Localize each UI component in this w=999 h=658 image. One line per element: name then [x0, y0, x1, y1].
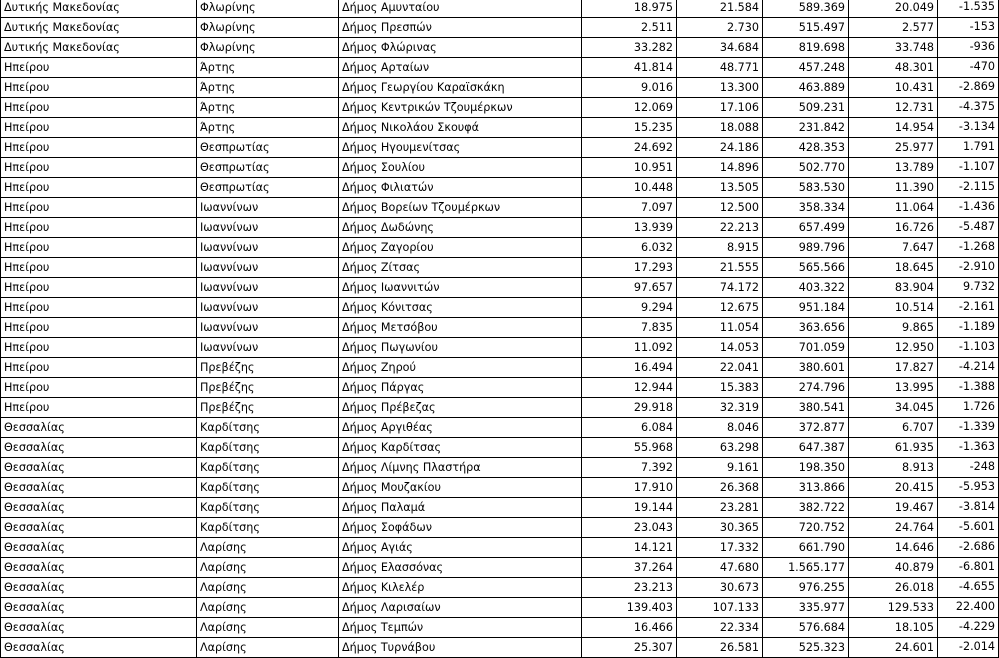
- value-2-cell: 22.334: [677, 618, 763, 638]
- difference-cell: -6.801: [938, 558, 999, 578]
- value-3-cell: 372.877: [763, 418, 849, 438]
- value-1-cell: 25.307: [582, 638, 677, 658]
- value-2-cell: 23.281: [677, 498, 763, 518]
- table-row: [1, 378, 999, 398]
- value-1-cell: 55.968: [582, 438, 677, 458]
- municipality-cell: Δήμος Φλώρινας: [339, 38, 582, 58]
- region-cell: Θεσσαλίας: [1, 598, 197, 618]
- difference-cell: -1.535: [938, 0, 999, 18]
- difference-cell: -2.869: [938, 78, 999, 98]
- value-4-cell: 19.467: [849, 498, 938, 518]
- value-1-cell: 10.951: [582, 158, 677, 178]
- value-1-cell: 17.293: [582, 258, 677, 278]
- value-3-cell: 380.541: [763, 398, 849, 418]
- value-1-cell: 29.918: [582, 398, 677, 418]
- table-row: [1, 158, 999, 178]
- value-2-cell: 17.106: [677, 98, 763, 118]
- value-2-cell: 8.915: [677, 238, 763, 258]
- value-3-cell: 951.184: [763, 298, 849, 318]
- value-3-cell: 720.752: [763, 518, 849, 538]
- value-4-cell: 48.301: [849, 58, 938, 78]
- difference-cell: -1.388: [938, 378, 999, 398]
- difference-cell: -1.103: [938, 338, 999, 358]
- value-2-cell: 13.505: [677, 178, 763, 198]
- prefecture-cell: Ιωαννίνων: [197, 238, 339, 258]
- table-row: [1, 78, 999, 98]
- table-row: [1, 618, 999, 638]
- region-cell: Θεσσαλίας: [1, 498, 197, 518]
- municipality-cell: Δήμος Βορείων Τζουμέρκων: [339, 198, 582, 218]
- value-2-cell: 34.684: [677, 38, 763, 58]
- prefecture-cell: Φλωρίνης: [197, 18, 339, 38]
- value-3-cell: 457.248: [763, 58, 849, 78]
- table-row: [1, 438, 999, 458]
- difference-cell: -2.161: [938, 298, 999, 318]
- value-1-cell: 139.403: [582, 598, 677, 618]
- value-4-cell: 10.514: [849, 298, 938, 318]
- difference-cell: -1.339: [938, 418, 999, 438]
- value-1-cell: 11.092: [582, 338, 677, 358]
- difference-cell: 22.400: [938, 598, 999, 618]
- prefecture-cell: Λαρίσης: [197, 538, 339, 558]
- value-2-cell: 18.088: [677, 118, 763, 138]
- region-cell: Δυτικής Μακεδονίας: [1, 18, 197, 38]
- difference-cell: -248: [938, 458, 999, 478]
- municipality-cell: Δήμος Πρέβεζας: [339, 398, 582, 418]
- value-2-cell: 12.500: [677, 198, 763, 218]
- prefecture-cell: Άρτης: [197, 78, 339, 98]
- value-1-cell: 23.043: [582, 518, 677, 538]
- value-4-cell: 20.049: [849, 0, 938, 18]
- value-4-cell: 7.647: [849, 238, 938, 258]
- value-3-cell: 976.255: [763, 578, 849, 598]
- value-2-cell: 22.041: [677, 358, 763, 378]
- value-1-cell: 97.657: [582, 278, 677, 298]
- value-2-cell: 14.896: [677, 158, 763, 178]
- difference-cell: -3.134: [938, 118, 999, 138]
- value-4-cell: 14.954: [849, 118, 938, 138]
- value-1-cell: 37.264: [582, 558, 677, 578]
- municipality-cell: Δήμος Ιωαννιτών: [339, 278, 582, 298]
- value-1-cell: 23.213: [582, 578, 677, 598]
- value-1-cell: 7.835: [582, 318, 677, 338]
- value-3-cell: 576.684: [763, 618, 849, 638]
- region-cell: Ηπείρου: [1, 358, 197, 378]
- prefecture-cell: Καρδίτσης: [197, 478, 339, 498]
- value-3-cell: 274.796: [763, 378, 849, 398]
- value-4-cell: 33.748: [849, 38, 938, 58]
- municipality-cell: Δήμος Ελασσόνας: [339, 558, 582, 578]
- value-4-cell: 11.390: [849, 178, 938, 198]
- value-4-cell: 13.789: [849, 158, 938, 178]
- value-3-cell: 463.889: [763, 78, 849, 98]
- prefecture-cell: Καρδίτσης: [197, 418, 339, 438]
- municipality-cell: Δήμος Κόνιτσας: [339, 298, 582, 318]
- region-cell: Θεσσαλίας: [1, 458, 197, 478]
- value-4-cell: 11.064: [849, 198, 938, 218]
- value-2-cell: 63.298: [677, 438, 763, 458]
- table-row: [1, 258, 999, 278]
- value-2-cell: 21.584: [677, 0, 763, 18]
- region-cell: Ηπείρου: [1, 78, 197, 98]
- value-3-cell: 428.353: [763, 138, 849, 158]
- prefecture-cell: Ιωαννίνων: [197, 298, 339, 318]
- value-4-cell: 9.865: [849, 318, 938, 338]
- value-4-cell: 20.415: [849, 478, 938, 498]
- difference-cell: -2.115: [938, 178, 999, 198]
- region-cell: Ηπείρου: [1, 98, 197, 118]
- value-2-cell: 47.680: [677, 558, 763, 578]
- difference-cell: -3.814: [938, 498, 999, 518]
- table-row: [1, 638, 999, 658]
- table-row: [1, 458, 999, 478]
- value-3-cell: 701.059: [763, 338, 849, 358]
- value-4-cell: 14.646: [849, 538, 938, 558]
- region-cell: Ηπείρου: [1, 298, 197, 318]
- region-cell: Θεσσαλίας: [1, 618, 197, 638]
- municipality-cell: Δήμος Τυρνάβου: [339, 638, 582, 658]
- value-3-cell: 589.369: [763, 0, 849, 18]
- difference-cell: -1.268: [938, 238, 999, 258]
- difference-cell: -2.014: [938, 638, 999, 658]
- value-2-cell: 9.161: [677, 458, 763, 478]
- prefecture-cell: Φλωρίνης: [197, 38, 339, 58]
- table-row: [1, 598, 999, 618]
- value-3-cell: 657.499: [763, 218, 849, 238]
- municipality-cell: Δήμος Σοφάδων: [339, 518, 582, 538]
- value-3-cell: 231.842: [763, 118, 849, 138]
- municipality-cell: Δήμος Παλαμά: [339, 498, 582, 518]
- difference-cell: -2.910: [938, 258, 999, 278]
- difference-cell: -1.107: [938, 158, 999, 178]
- value-1-cell: 17.910: [582, 478, 677, 498]
- difference-cell: -4.214: [938, 358, 999, 378]
- value-2-cell: 32.319: [677, 398, 763, 418]
- municipality-cell: Δήμος Ζίτσας: [339, 258, 582, 278]
- value-2-cell: 107.133: [677, 598, 763, 618]
- table-row: [1, 218, 999, 238]
- region-cell: Θεσσαλίας: [1, 538, 197, 558]
- value-3-cell: 989.796: [763, 238, 849, 258]
- table-row: [1, 138, 999, 158]
- municipality-cell: Δήμος Σουλίου: [339, 158, 582, 178]
- table-row: [1, 318, 999, 338]
- value-1-cell: 15.235: [582, 118, 677, 138]
- table-row: [1, 118, 999, 138]
- prefecture-cell: Λαρίσης: [197, 598, 339, 618]
- value-4-cell: 12.950: [849, 338, 938, 358]
- value-2-cell: 48.771: [677, 58, 763, 78]
- prefecture-cell: Θεσπρωτίας: [197, 178, 339, 198]
- municipality-cell: Δήμος Μετσόβου: [339, 318, 582, 338]
- municipality-cell: Δήμος Ζαγορίου: [339, 238, 582, 258]
- municipality-cell: Δήμος Ηγουμενίτσας: [339, 138, 582, 158]
- value-4-cell: 34.045: [849, 398, 938, 418]
- table-row: [1, 238, 999, 258]
- table-row: [1, 418, 999, 438]
- value-2-cell: 8.046: [677, 418, 763, 438]
- value-1-cell: 12.944: [582, 378, 677, 398]
- value-2-cell: 21.555: [677, 258, 763, 278]
- value-3-cell: 358.334: [763, 198, 849, 218]
- prefecture-cell: Ιωαννίνων: [197, 258, 339, 278]
- value-4-cell: 12.731: [849, 98, 938, 118]
- value-1-cell: 18.975: [582, 0, 677, 18]
- municipality-cell: Δήμος Δωδώνης: [339, 218, 582, 238]
- region-cell: Ηπείρου: [1, 238, 197, 258]
- value-4-cell: 16.726: [849, 218, 938, 238]
- difference-cell: -936: [938, 38, 999, 58]
- prefecture-cell: Πρεβέζης: [197, 378, 339, 398]
- table-row: [1, 498, 999, 518]
- value-2-cell: 74.172: [677, 278, 763, 298]
- value-3-cell: 382.722: [763, 498, 849, 518]
- prefecture-cell: Ιωαννίνων: [197, 218, 339, 238]
- difference-cell: -1.436: [938, 198, 999, 218]
- value-2-cell: 26.581: [677, 638, 763, 658]
- region-cell: Ηπείρου: [1, 138, 197, 158]
- value-3-cell: 363.656: [763, 318, 849, 338]
- region-cell: Ηπείρου: [1, 118, 197, 138]
- difference-cell: 9.732: [938, 278, 999, 298]
- value-4-cell: 129.533: [849, 598, 938, 618]
- municipality-cell: Δήμος Λαρισαίων: [339, 598, 582, 618]
- difference-cell: 1.726: [938, 398, 999, 418]
- value-1-cell: 6.032: [582, 238, 677, 258]
- value-4-cell: 13.995: [849, 378, 938, 398]
- table-row: [1, 478, 999, 498]
- municipality-cell: Δήμος Αγιάς: [339, 538, 582, 558]
- value-1-cell: 16.494: [582, 358, 677, 378]
- table-row: [1, 558, 999, 578]
- region-cell: Ηπείρου: [1, 378, 197, 398]
- prefecture-cell: Λαρίσης: [197, 638, 339, 658]
- value-1-cell: 19.144: [582, 498, 677, 518]
- difference-cell: -153: [938, 18, 999, 38]
- difference-cell: -5.953: [938, 478, 999, 498]
- value-4-cell: 24.764: [849, 518, 938, 538]
- prefecture-cell: Καρδίτσης: [197, 438, 339, 458]
- value-2-cell: 14.053: [677, 338, 763, 358]
- region-cell: Θεσσαλίας: [1, 518, 197, 538]
- prefecture-cell: Θεσπρωτίας: [197, 158, 339, 178]
- difference-cell: -2.686: [938, 538, 999, 558]
- value-3-cell: 313.866: [763, 478, 849, 498]
- prefecture-cell: Άρτης: [197, 58, 339, 78]
- value-4-cell: 8.913: [849, 458, 938, 478]
- value-3-cell: 509.231: [763, 98, 849, 118]
- municipality-cell: Δήμος Λίμνης Πλαστήρα: [339, 458, 582, 478]
- value-3-cell: 502.770: [763, 158, 849, 178]
- value-4-cell: 26.018: [849, 578, 938, 598]
- table-row: [1, 198, 999, 218]
- value-3-cell: 335.977: [763, 598, 849, 618]
- region-cell: Ηπείρου: [1, 318, 197, 338]
- municipality-cell: Δήμος Πωγωνίου: [339, 338, 582, 358]
- table-row: [1, 278, 999, 298]
- value-3-cell: 380.601: [763, 358, 849, 378]
- region-cell: Ηπείρου: [1, 398, 197, 418]
- value-2-cell: 13.300: [677, 78, 763, 98]
- prefecture-cell: Άρτης: [197, 118, 339, 138]
- difference-cell: -1.363: [938, 438, 999, 458]
- municipality-cell: Δήμος Νικολάου Σκουφά: [339, 118, 582, 138]
- table-row: [1, 38, 999, 58]
- value-1-cell: 2.511: [582, 18, 677, 38]
- prefecture-cell: Πρεβέζης: [197, 398, 339, 418]
- value-1-cell: 16.466: [582, 618, 677, 638]
- municipality-cell: Δήμος Αρταίων: [339, 58, 582, 78]
- region-cell: Θεσσαλίας: [1, 418, 197, 438]
- value-1-cell: 33.282: [582, 38, 677, 58]
- prefecture-cell: Ιωαννίνων: [197, 198, 339, 218]
- prefecture-cell: Φλωρίνης: [197, 0, 339, 18]
- value-1-cell: 10.448: [582, 178, 677, 198]
- value-1-cell: 7.392: [582, 458, 677, 478]
- region-cell: Θεσσαλίας: [1, 638, 197, 658]
- region-cell: Θεσσαλίας: [1, 478, 197, 498]
- prefecture-cell: Πρεβέζης: [197, 358, 339, 378]
- value-4-cell: 40.879: [849, 558, 938, 578]
- municipality-cell: Δήμος Αμυνταίου: [339, 0, 582, 18]
- value-1-cell: 14.121: [582, 538, 677, 558]
- value-3-cell: 1.565.177: [763, 558, 849, 578]
- value-4-cell: 6.707: [849, 418, 938, 438]
- value-2-cell: 30.673: [677, 578, 763, 598]
- municipality-cell: Δήμος Μουζακίου: [339, 478, 582, 498]
- municipality-cell: Δήμος Καρδίτσας: [339, 438, 582, 458]
- table-row: [1, 518, 999, 538]
- municipality-cell: Δήμος Ζηρού: [339, 358, 582, 378]
- prefecture-cell: Λαρίσης: [197, 578, 339, 598]
- prefecture-cell: Ιωαννίνων: [197, 318, 339, 338]
- prefecture-cell: Άρτης: [197, 98, 339, 118]
- municipality-cell: Δήμος Κεντρικών Τζουμέρκων: [339, 98, 582, 118]
- value-2-cell: 17.332: [677, 538, 763, 558]
- prefecture-cell: Καρδίτσης: [197, 498, 339, 518]
- value-4-cell: 83.904: [849, 278, 938, 298]
- value-4-cell: 18.105: [849, 618, 938, 638]
- table-row: [1, 18, 999, 38]
- municipality-cell: Δήμος Πρεσπών: [339, 18, 582, 38]
- table-row: [1, 398, 999, 418]
- value-3-cell: 819.698: [763, 38, 849, 58]
- value-1-cell: 41.814: [582, 58, 677, 78]
- municipality-cell: Δήμος Γεωργίου Καραϊσκάκη: [339, 78, 582, 98]
- municipality-cell: Δήμος Πάργας: [339, 378, 582, 398]
- value-3-cell: 198.350: [763, 458, 849, 478]
- value-4-cell: 24.601: [849, 638, 938, 658]
- table-row: [1, 178, 999, 198]
- value-4-cell: 17.827: [849, 358, 938, 378]
- value-2-cell: 22.213: [677, 218, 763, 238]
- region-cell: Ηπείρου: [1, 278, 197, 298]
- table-row: [1, 298, 999, 318]
- value-2-cell: 15.383: [677, 378, 763, 398]
- difference-cell: -4.375: [938, 98, 999, 118]
- value-2-cell: 30.365: [677, 518, 763, 538]
- value-3-cell: 565.566: [763, 258, 849, 278]
- value-3-cell: 661.790: [763, 538, 849, 558]
- table-row: [1, 0, 999, 18]
- value-1-cell: 12.069: [582, 98, 677, 118]
- region-cell: Ηπείρου: [1, 58, 197, 78]
- value-1-cell: 9.294: [582, 298, 677, 318]
- region-cell: Θεσσαλίας: [1, 438, 197, 458]
- region-cell: Ηπείρου: [1, 198, 197, 218]
- prefecture-cell: Καρδίτσης: [197, 518, 339, 538]
- municipality-cell: Δήμος Αργιθέας: [339, 418, 582, 438]
- difference-cell: -5.601: [938, 518, 999, 538]
- value-1-cell: 9.016: [582, 78, 677, 98]
- value-2-cell: 11.054: [677, 318, 763, 338]
- value-1-cell: 6.084: [582, 418, 677, 438]
- table-row: [1, 58, 999, 78]
- value-2-cell: 24.186: [677, 138, 763, 158]
- value-3-cell: 403.322: [763, 278, 849, 298]
- prefecture-cell: Ιωαννίνων: [197, 278, 339, 298]
- table-row: [1, 98, 999, 118]
- difference-cell: -5.487: [938, 218, 999, 238]
- region-cell: Ηπείρου: [1, 218, 197, 238]
- municipality-cell: Δήμος Κιλελέρ: [339, 578, 582, 598]
- municipality-cell: Δήμος Φιλιατών: [339, 178, 582, 198]
- value-2-cell: 12.675: [677, 298, 763, 318]
- table-row: [1, 338, 999, 358]
- difference-cell: -4.655: [938, 578, 999, 598]
- value-4-cell: 2.577: [849, 18, 938, 38]
- value-4-cell: 25.977: [849, 138, 938, 158]
- region-cell: Ηπείρου: [1, 158, 197, 178]
- prefecture-cell: Καρδίτσης: [197, 458, 339, 478]
- prefecture-cell: Θεσπρωτίας: [197, 138, 339, 158]
- value-3-cell: 647.387: [763, 438, 849, 458]
- region-cell: Ηπείρου: [1, 178, 197, 198]
- value-2-cell: 26.368: [677, 478, 763, 498]
- municipality-cell: Δήμος Τεμπών: [339, 618, 582, 638]
- value-3-cell: 525.323: [763, 638, 849, 658]
- table-row: [1, 358, 999, 378]
- table-row: [1, 578, 999, 598]
- difference-cell: -4.229: [938, 618, 999, 638]
- value-4-cell: 18.645: [849, 258, 938, 278]
- value-3-cell: 515.497: [763, 18, 849, 38]
- table-body: [1, 0, 999, 658]
- region-cell: Δυτικής Μακεδονίας: [1, 38, 197, 58]
- table-row: [1, 538, 999, 558]
- value-4-cell: 61.935: [849, 438, 938, 458]
- value-1-cell: 24.692: [582, 138, 677, 158]
- region-cell: Δυτικής Μακεδονίας: [1, 0, 197, 18]
- prefecture-cell: Ιωαννίνων: [197, 338, 339, 358]
- prefecture-cell: Λαρίσης: [197, 618, 339, 638]
- value-4-cell: 10.431: [849, 78, 938, 98]
- difference-cell: -470: [938, 58, 999, 78]
- value-1-cell: 13.939: [582, 218, 677, 238]
- value-1-cell: 7.097: [582, 198, 677, 218]
- value-3-cell: 583.530: [763, 178, 849, 198]
- region-cell: Θεσσαλίας: [1, 578, 197, 598]
- region-cell: Ηπείρου: [1, 258, 197, 278]
- value-2-cell: 2.730: [677, 18, 763, 38]
- region-cell: Θεσσαλίας: [1, 558, 197, 578]
- difference-cell: -1.189: [938, 318, 999, 338]
- region-cell: Ηπείρου: [1, 338, 197, 358]
- difference-cell: 1.791: [938, 138, 999, 158]
- prefecture-cell: Λαρίσης: [197, 558, 339, 578]
